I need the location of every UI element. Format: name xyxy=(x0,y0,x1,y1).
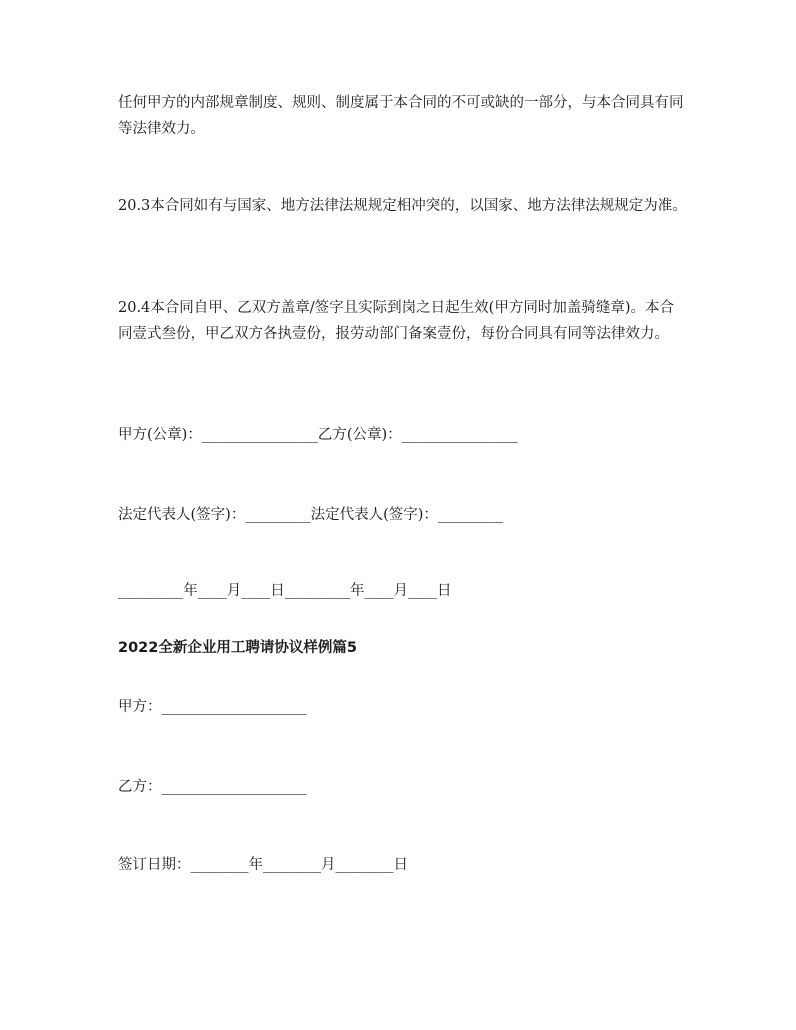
signing-date-line: 签订日期：________年________月________日 xyxy=(118,857,408,873)
clause-20-3-text: 20.3本合同如有与国家、地方法律法规规定相冲突的，以国家、地方法律法规规定为准。 xyxy=(118,198,687,214)
party-b-line: 乙方：____________________ xyxy=(118,779,307,795)
legal-representative-line: 法定代表人(签字)：_________法定代表人(签字)：_________ xyxy=(118,507,504,523)
section-title: 2022全新企业用工聘请协议样例篇5 xyxy=(118,640,357,656)
clause-20-4-text: 20.4本合同自甲、乙双方盖章/签字且实际到岗之日起生效(甲方同时加盖骑缝章)。本合同壹式叁份，甲乙双方各执壹份，报劳动部门备案壹份，每份合同具有同等法律效力。 xyxy=(118,300,674,342)
date-line: _________年____月____日_________年____月____日 xyxy=(118,583,452,599)
seal-signature-line: 甲方(公章)：________________乙方(公章)：________________ xyxy=(118,427,518,443)
clause-20-2-text: 任何甲方的内部规章制度、规则、制度属于本合同的不可或缺的一部分，与本合同具有同等法律效力。 xyxy=(118,95,684,137)
party-a-line: 甲方：____________________ xyxy=(118,699,307,715)
